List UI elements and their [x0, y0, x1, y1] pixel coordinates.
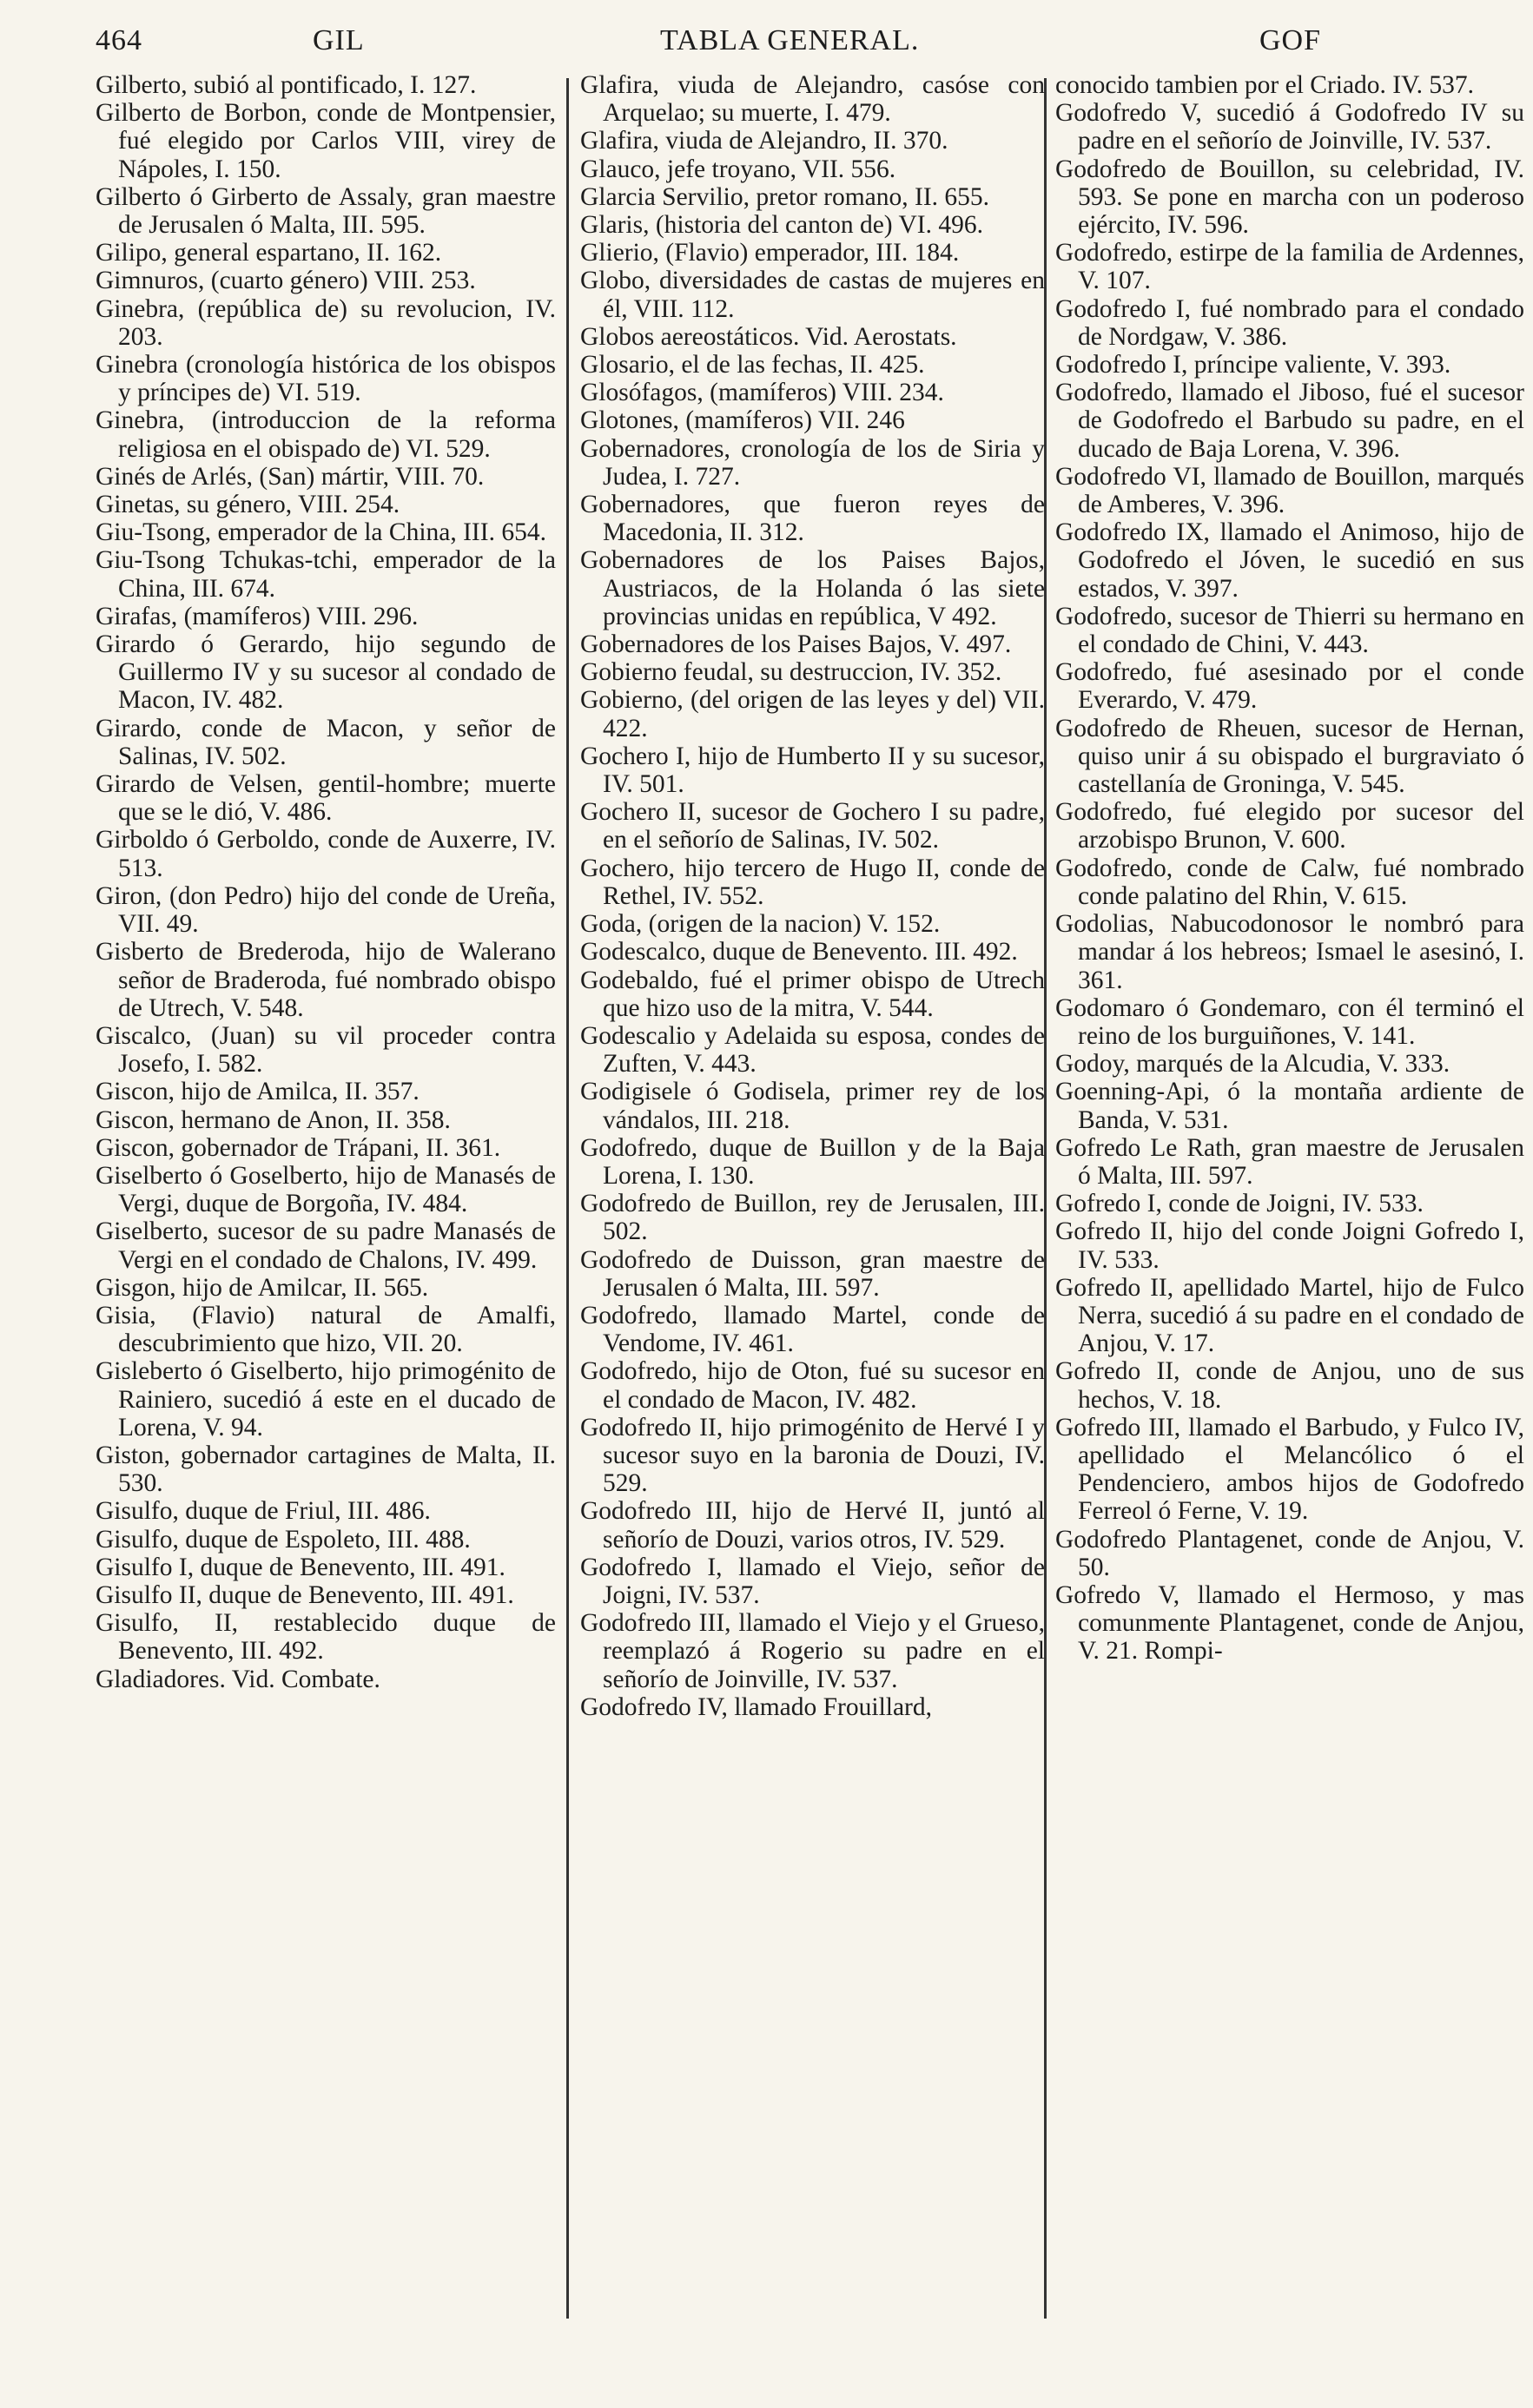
index-entry: Girboldo ó Gerboldo, conde de Auxerre, IV. 513. — [96, 826, 556, 882]
index-entry: Giselberto, sucesor de su padre Manasés de Vergi en el condado de Chalons, IV. 499. — [96, 1217, 556, 1274]
index-entry: Gisulfo I, duque de Benevento, III. 491. — [96, 1553, 505, 1581]
index-entry: Godoy, marqués de la Alcudia, V. 333. — [1055, 1050, 1450, 1079]
index-column-right — [1055, 71, 1524, 1666]
index-entry: Godofredo, sucesor de Thierri su hermano en el condado de Chini, V. 443. — [1055, 602, 1524, 659]
index-entry: conocido tambien por el Criado. IV. 537. — [1055, 71, 1475, 99]
page-number: 464 — [96, 24, 142, 56]
index-entry: Goenning-Api, ó la montaña ardiente de Banda, V. 531. — [1055, 1078, 1524, 1134]
index-entry: Godofredo, fué elegido por sucesor del arzobispo Brunon, V. 600. — [1055, 798, 1524, 854]
index-entry: Giu-Tsong, emperador de la China, III. 654. — [96, 518, 546, 547]
index-entry: Godofredo, fué asesinado por el conde Everardo, V. 479. — [1055, 658, 1524, 715]
index-entry: Gimnuros, (cuarto género) VIII. 253. — [96, 267, 476, 295]
index-entry: Gobernadores, cronología de los de Siria y Judea, I. 727. — [580, 434, 1045, 491]
index-entry: Gofredo Le Rath, gran maestre de Jerusalen ó Malta, III. 597. — [1055, 1133, 1524, 1190]
index-entry: Gofredo II, hijo del conde Joigni Gofredo I, IV. 533. — [1055, 1217, 1524, 1274]
index-entry: Glauco, jefe troyano, VII. 556. — [580, 155, 896, 183]
left-guide-word: GIL — [313, 24, 365, 56]
index-entry: Gofredo I, conde de Joigni, IV. 533. — [1055, 1190, 1424, 1218]
index-column-left — [96, 71, 556, 1693]
index-entry: Gobernadores de los Paises Bajos, Austriacos, de la Holanda ó las siete provincias unidas en república, V 492. — [580, 546, 1045, 630]
index-entry: Godebaldo, fué el primer obispo de Utrech que hizo uso de la mitra, V. 544. — [580, 966, 1045, 1022]
index-entry: Godofredo I, llamado el Viejo, señor de Joigni, IV. 537. — [580, 1553, 1045, 1609]
index-entry: Glotones, (mamíferos) VII. 246 — [580, 406, 905, 435]
index-entry: Godomaro ó Gondemaro, con él terminó el reino de los burguiñones, V. 141. — [1055, 993, 1524, 1050]
index-entry: Giscon, hijo de Amilca, II. 357. — [96, 1078, 420, 1106]
index-entry: Godofredo de Bouillon, su celebridad, IV. 593. Se pone en marcha con un poderoso ejército, IV. 596. — [1055, 155, 1524, 240]
index-entry: Giu-Tsong Tchukas-tchi, emperador de la China, III. 674. — [96, 546, 556, 603]
index-entry: Gochero I, hijo de Humberto II y su sucesor, IV. 501. — [580, 742, 1045, 799]
index-entry: Godigisele ó Godisela, primer rey de los vándalos, III. 218. — [580, 1078, 1045, 1134]
index-entry: Gisia, (Flavio) natural de Amalfi, descubrimiento que hizo, VII. 20. — [96, 1301, 556, 1358]
index-entry: Globos aereostáticos. Vid. Aerostats. — [580, 322, 957, 351]
index-entry: Godescalio y Adelaida su esposa, condes de Zuften, V. 443. — [580, 1021, 1045, 1079]
index-entry: Globo, diversidades de castas de mujeres en él, VIII. 112. — [580, 267, 1045, 323]
index-entry: Glierio, (Flavio) emperador, III. 184. — [580, 239, 960, 267]
index-entry: Godofredo IX, llamado el Animoso, hijo de Godofredo el Jóven, le sucedió en sus estados, V. 397. — [1055, 518, 1524, 603]
index-entry: Ginebra (cronología histórica de los obispos y príncipes de) VI. 519. — [96, 351, 556, 407]
index-entry: Godofredo, estirpe de la familia de Ardennes, V. 107. — [1055, 239, 1524, 295]
index-entry: Godofredo I, príncipe valiente, V. 393. — [1055, 351, 1451, 379]
index-entry: Godofredo I, fué nombrado para el condado de Nordgaw, V. 386. — [1055, 294, 1524, 351]
index-entry: Ginetas, su género, VIII. 254. — [96, 491, 400, 519]
index-entry: Gisulfo, II, restablecido duque de Benevento, III. 492. — [96, 1609, 556, 1666]
index-entry: Gochero II, sucesor de Gochero I su padre, en el señorío de Salinas, IV. 502. — [580, 798, 1045, 854]
page-title: TABLA GENERAL. — [660, 24, 920, 56]
index-entry: Gofredo II, conde de Anjou, uno de sus hechos, V. 18. — [1055, 1357, 1524, 1414]
index-entry: Girafas, (mamíferos) VIII. 296. — [96, 602, 419, 630]
index-entry: Gisulfo, duque de Friul, III. 486. — [96, 1497, 431, 1526]
index-entry: Godofredo, llamado Martel, conde de Vendome, IV. 461. — [580, 1301, 1045, 1358]
index-entry: Gochero, hijo tercero de Hugo II, conde de Rethel, IV. 552. — [580, 854, 1045, 910]
index-entry: Godofredo de Duisson, gran maestre de Jerusalen ó Malta, III. 597. — [580, 1245, 1045, 1302]
column-divider — [566, 78, 569, 2319]
index-entry: Glarcia Servilio, pretor romano, II. 655. — [580, 182, 990, 211]
index-entry: Godofredo VI, llamado de Bouillon, marqués de Amberes, V. 396. — [1055, 462, 1524, 519]
index-entry: Godofredo IV, llamado Frouillard, — [580, 1692, 933, 1721]
index-entry: Glaris, (historia del canton de) VI. 496. — [580, 211, 983, 240]
index-entry: Glosario, el de las fechas, II. 425. — [580, 351, 925, 379]
index-entry: Godofredo, duque de Buillon y de la Baja Lorena, I. 130. — [580, 1133, 1045, 1190]
index-entry: Godofredo II, hijo primogénito de Hervé I y sucesor suyo en la baronia de Douzi, IV. 529. — [580, 1413, 1045, 1498]
index-entry: Gobernadores, que fueron reyes de Macedonia, II. 312. — [580, 491, 1045, 547]
index-entry: Giselberto ó Goselberto, hijo de Manasés de Vergi, duque de Borgoña, IV. 484. — [96, 1161, 556, 1218]
index-entry: Godofredo III, llamado el Viejo y el Grueso, reemplazó á Rogerio su padre en el señorío de Joinville, IV. 537. — [580, 1609, 1045, 1693]
index-entry: Gilberto, subió al pontificado, I. 127. — [96, 71, 477, 99]
index-entry: Giscon, hermano de Anon, II. 358. — [96, 1105, 451, 1134]
index-entry: Girardo ó Gerardo, hijo segundo de Guillermo IV y su sucesor al condado de Macon, IV. 482. — [96, 630, 556, 715]
index-entry: Godofredo Plantagenet, conde de Anjou, V. 50. — [1055, 1525, 1524, 1581]
index-entry: Gilberto de Borbon, conde de Montpensier, fué elegido por Carlos VIII, virey de Nápoles, I. 150. — [96, 99, 556, 183]
index-entry: Gobierno, (del origen de las leyes y del) VII. 422. — [580, 686, 1045, 742]
index-entry: Girardo de Velsen, gentil-hombre; muerte que se le dió, V. 486. — [96, 770, 556, 827]
index-entry: Gobierno feudal, su destruccion, IV. 352. — [580, 658, 1002, 687]
index-entry: Godolias, Nabucodonosor le nombró para mandar á los hebreos; Ismael le asesinó, I. 361. — [1055, 910, 1524, 994]
index-entry: Giscon, gobernador de Trápani, II. 361. — [96, 1133, 501, 1162]
index-entry: Gisulfo II, duque de Benevento, III. 491. — [96, 1580, 514, 1609]
index-entry: Goda, (origen de la nacion) V. 152. — [580, 910, 941, 939]
running-header — [96, 24, 1503, 68]
index-entry: Gisleberto ó Giselberto, hijo primogénito de Rainiero, sucedió á este en el ducado de Lorena, V. 94. — [96, 1357, 556, 1442]
index-entry: Ginés de Arlés, (San) mártir, VIII. 70. — [96, 462, 485, 491]
index-entry: Godofredo de Rheuen, sucesor de Hernan, quiso unir á su obispado el burgraviato ó castellanía de Groninga, V. 545. — [1055, 714, 1524, 799]
index-entry: Giston, gobernador cartagines de Malta, II. 530. — [96, 1441, 556, 1498]
index-entry: Glosófagos, (mamíferos) VIII. 234. — [580, 379, 944, 407]
index-entry: Glafira, viuda de Alejandro, II. 370. — [580, 127, 948, 155]
index-entry: Giron, (don Pedro) hijo del conde de Ureña, VII. 49. — [96, 881, 556, 939]
index-entry: Godofredo V, sucedió á Godofredo IV su padre en el señorío de Joinville, IV. 537. — [1055, 99, 1524, 155]
index-entry: Godescalco, duque de Benevento. III. 492. — [580, 938, 1018, 966]
index-entry: Gobernadores de los Paises Bajos, V. 497. — [580, 630, 1012, 659]
index-column-middle — [580, 71, 1045, 1721]
index-entry: Gisulfo, duque de Espoleto, III. 488. — [96, 1525, 471, 1554]
index-entry: Glafira, viuda de Alejandro, casóse con Arquelao; su muerte, I. 479. — [580, 71, 1045, 128]
index-entry: Ginebra, (introduccion de la reforma religiosa en el obispado de) VI. 529. — [96, 406, 556, 463]
index-entry: Gilberto ó Girberto de Assaly, gran maestre de Jerusalen ó Malta, III. 595. — [96, 182, 556, 240]
index-entry: Godofredo III, hijo de Hervé II, juntó al señorío de Douzi, varios otros, IV. 529. — [580, 1497, 1045, 1554]
index-entry: Godofredo, conde de Calw, fué nombrado conde palatino del Rhin, V. 615. — [1055, 854, 1524, 910]
index-entry: Gofredo V, llamado el Hermoso, y mas comunmente Plantagenet, conde de Anjou, V. 21. Rompi- — [1055, 1580, 1524, 1666]
right-guide-word: GOF — [1259, 24, 1322, 56]
index-entry: Ginebra, (república de) su revolucion, IV. 203. — [96, 294, 556, 351]
index-entry: Godofredo, llamado el Jiboso, fué el sucesor de Godofredo el Barbudo su padre, en el ducado de Baja Lorena, V. 396. — [1055, 379, 1524, 463]
index-entry: Gisgon, hijo de Amilcar, II. 565. — [96, 1273, 429, 1302]
index-entry: Giscalco, (Juan) su vil proceder contra Josefo, I. 582. — [96, 1021, 556, 1079]
index-entry: Godofredo de Buillon, rey de Jerusalen, III. 502. — [580, 1190, 1045, 1246]
index-entry: Gisberto de Brederoda, hijo de Walerano señor de Braderoda, fué nombrado obispo de Utrech, V. 548. — [96, 938, 556, 1022]
index-entry: Girardo, conde de Macon, y señor de Salinas, IV. 502. — [96, 714, 556, 770]
index-entry: Gladiadores. Vid. Combate. — [96, 1665, 380, 1693]
index-entry: Gofredo III, llamado el Barbudo, y Fulco IV, apellidado el Melancólico ó el Pendenciero, ambos hijos de Godofredo Ferreol ó Ferne, V. 19. — [1055, 1413, 1524, 1526]
index-entry: Godofredo, hijo de Oton, fué su sucesor en el condado de Macon, IV. 482. — [580, 1357, 1045, 1414]
index-entry: Gilipo, general espartano, II. 162. — [96, 239, 442, 267]
index-entry: Gofredo II, apellidado Martel, hijo de Fulco Nerra, sucedió á su padre en el condado de Anjou, V. 17. — [1055, 1273, 1524, 1358]
